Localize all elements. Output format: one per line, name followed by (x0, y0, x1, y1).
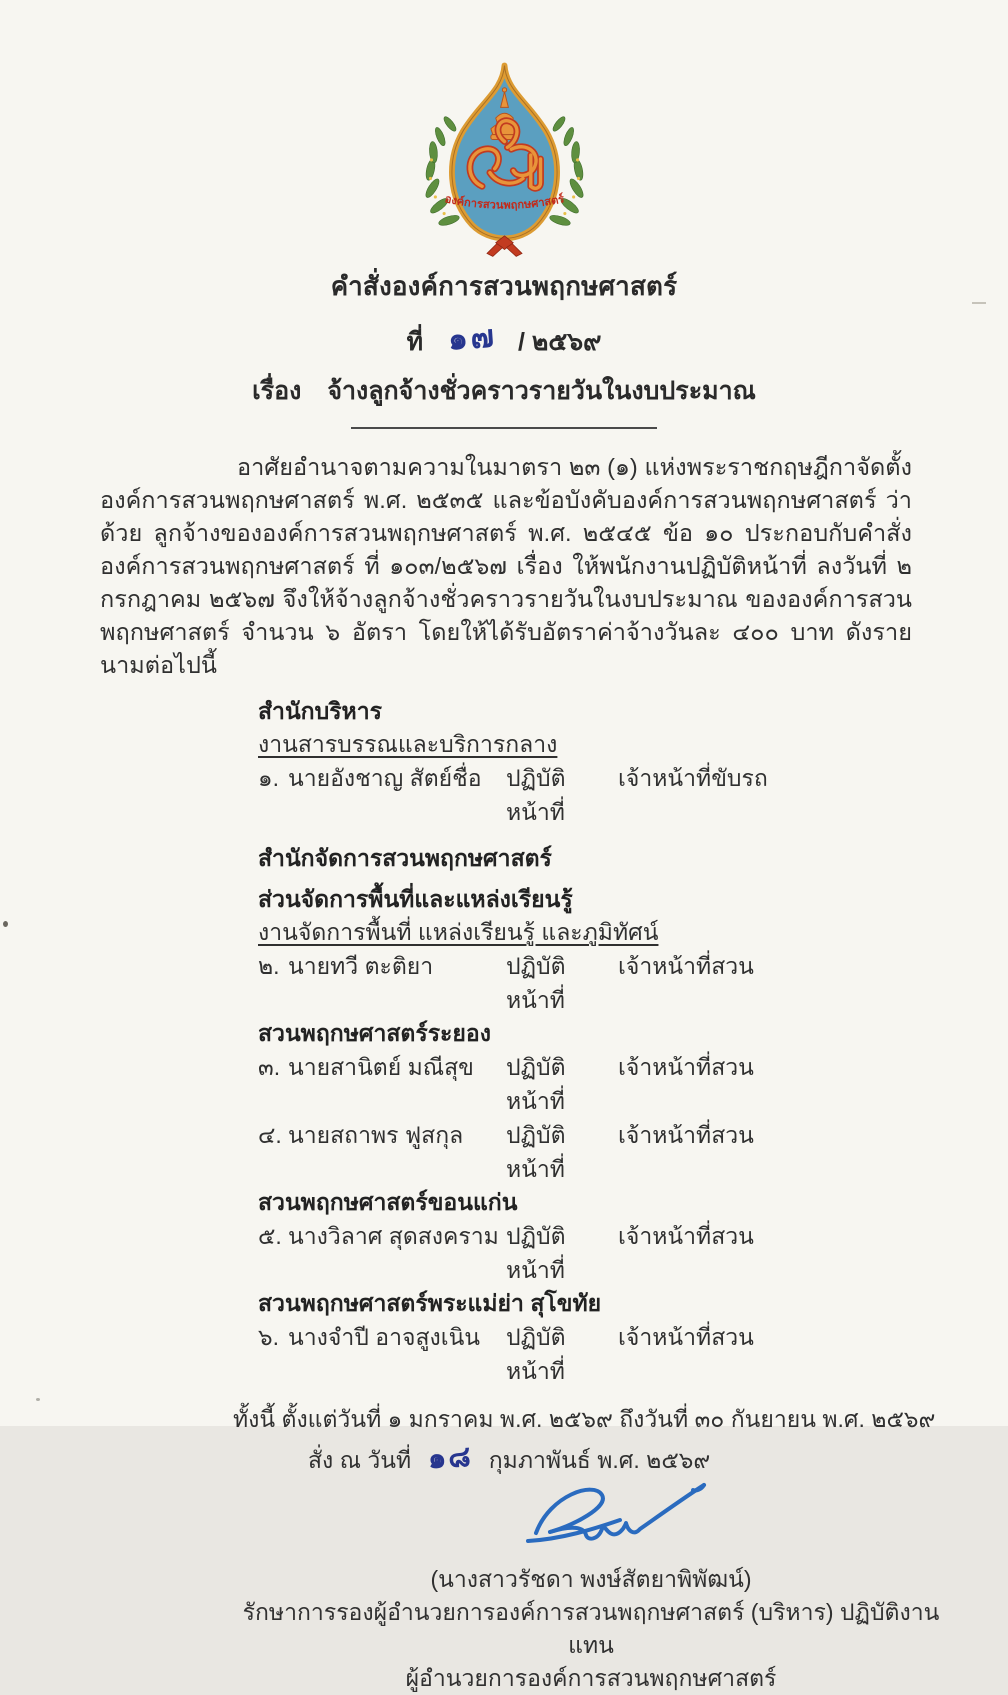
department-heading: สำนักจัดการสวนพฤกษศาสตร์ (258, 845, 552, 871)
entry-number: ๓. (258, 1054, 281, 1080)
entry-position: เจ้าหน้าที่สวน (618, 953, 754, 979)
entry-position: เจ้าหน้าที่สวน (618, 1122, 754, 1148)
scan-edge-mark (972, 302, 986, 304)
issued-day-handwritten: ๑๘ (426, 1440, 474, 1476)
scan-speck (3, 921, 8, 927)
entry-duty: ปฏิบัติหน้าที่ (506, 1054, 566, 1114)
roster-entry (258, 949, 1008, 1017)
signer-title-line1: รักษาการรองผู้อำนวยการองค์การสวนพฤกษศาสตร์ (บริหาร) ปฏิบัติงานแทน (242, 1599, 940, 1658)
entry-number: ๖. (258, 1324, 279, 1350)
entry-number: ๕. (258, 1223, 282, 1249)
entry-position: เจ้าหน้าที่สวน (618, 1054, 754, 1080)
entry-duty: ปฏิบัติหน้าที่ (506, 953, 566, 1013)
issued-suffix: กุมภาพันธ์ พ.ศ. ๒๕๖๙ (488, 1447, 711, 1473)
entry-number: ๒. (258, 953, 280, 979)
entry-duty: ปฏิบัติหน้าที่ (506, 1122, 566, 1182)
unit-heading: งานสารบรรณและบริการกลาง (258, 731, 558, 757)
organization-crest-logo (0, 0, 1008, 258)
issued-date-line (308, 1440, 1008, 1477)
entry-position: เจ้าหน้าที่ขับรถ (618, 765, 768, 791)
entry-name: นายสานิตย์ มณีสุข (288, 1054, 474, 1080)
signature-area (0, 1477, 1008, 1563)
entry-name: นายทวี ตะติยา (288, 953, 434, 979)
entry-name: นายสถาพร ฟูสกุล (288, 1122, 464, 1148)
entry-position: เจ้าหน้าที่สวน (618, 1223, 754, 1249)
entry-position: เจ้าหน้าที่สวน (618, 1324, 754, 1350)
section-heading: ส่วนจัดการพื้นที่และแหล่งเรียนรู้ (258, 886, 573, 912)
banner-text: องค์การสวนพฤกษศาสตร์ (443, 193, 565, 212)
entry-duty: ปฏิบัติหน้าที่ (506, 1324, 566, 1384)
entry-name: นางจำปี อาจสูงเนิน (288, 1324, 481, 1350)
scan-speck (36, 1398, 40, 1401)
garden-heading: สวนพฤกษศาสตร์ขอนแก่น (258, 1189, 518, 1215)
roster (258, 695, 1008, 1388)
order-number-year: / ๒๕๖๙ (517, 328, 602, 356)
entry-name: นางวิลาศ สุดสงคราม (288, 1223, 499, 1249)
title-divider (351, 427, 657, 429)
entry-duty: ปฏิบัติหน้าที่ (506, 1223, 566, 1283)
body-paragraph: อาศัยอำนาจตามความในมาตรา ๒๓ (๑) แห่งพระราชกฤษฎีกาจัดตั้งองค์การสวนพฤกษศาสตร์ พ.ศ. ๒๕๓๕ และข้อบังคับองค์การสวนพฤกษศาสตร์ ว่าด้วย ลูกจ้างขององค์การสวนพฤกษศาสตร์ พ.ศ. ๒๕๔๕ ข้อ ๑๐ ประกอบกับคำสั่งองค์การสวนพฤกษศาสตร์ ที่ ๑๐๓/๒๕๖๗ เรื่อง ให้พนักงานปฏิบัติหน้าที่ ลงวันที่ ๒ กรกฎาคม ๒๕๖๗ จึงให้จ้างลูกจ้างชั่วคราวรายวันในงบประมาณ ขององค์การสวนพฤกษศาสตร์ จำนวน ๖ อัตรา โดยให้ได้รับอัตราค่าจ้างวันละ ๔๐๐ บาท ดังรายนามต่อไปนี้ (100, 454, 912, 678)
subject-line (0, 371, 1008, 411)
roster-entry (258, 1320, 1008, 1388)
order-number-handwritten: ๑๗ (446, 318, 499, 357)
roster-entry (258, 1050, 1008, 1118)
roster-entry (258, 1219, 1008, 1287)
entry-number: ๔. (258, 1122, 282, 1148)
entry-number: ๑. (258, 765, 279, 791)
order-number-line (0, 314, 1008, 364)
effective-dates-line: ทั้งนี้ ตั้งแต่วันที่ ๑ มกราคม พ.ศ. ๒๕๖๙ ถึงวันที่ ๓๐ กันยายน พ.ศ. ๒๕๖๙ (233, 1406, 936, 1432)
subject-text: จ้างลูกจ้างชั่วคราวรายวันในงบประมาณ (327, 377, 756, 405)
signature-icon (522, 1479, 722, 1551)
document-title: คำสั่งองค์การสวนพฤกษศาสตร์ (330, 271, 678, 301)
roster-entry (258, 761, 1008, 829)
signer-title-line2: ผู้อำนวยการองค์การสวนพฤกษศาสตร์ (405, 1665, 777, 1691)
roster-entry (258, 1118, 1008, 1186)
order-number-label: ที่ (406, 328, 424, 356)
signer-name: (นางสาวรัชดา พงษ์สัตยาพิพัฒน์) (430, 1566, 752, 1592)
issued-prefix: สั่ง ณ วันที่ (308, 1447, 412, 1473)
unit-heading: งานจัดการพื้นที่ แหล่งเรียนรู้ และภูมิทัศน์ (258, 919, 659, 945)
department-heading: สำนักบริหาร (258, 698, 382, 724)
entry-name: นายอังชาญ สัตย์ชื่อ (288, 765, 482, 791)
subject-label: เรื่อง (252, 377, 302, 405)
botanical-garden-emblem-icon (412, 60, 597, 258)
signer-block (241, 1563, 941, 1695)
entry-duty: ปฏิบัติหน้าที่ (506, 765, 566, 825)
garden-heading: สวนพฤกษศาสตร์พระแม่ย่า สุโขทัย (258, 1290, 602, 1316)
garden-heading: สวนพฤกษศาสตร์ระยอง (258, 1020, 491, 1046)
